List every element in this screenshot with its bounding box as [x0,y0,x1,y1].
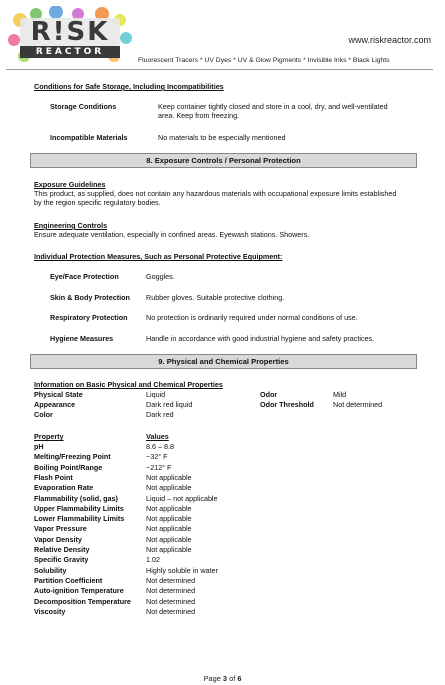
basic-properties-heading: Information on Basic Physical and Chemical Properties [34,380,223,389]
property-label: Boiling Point/Range [34,462,103,472]
property-value: Not applicable [146,472,192,482]
property-column-header: Property [34,432,64,441]
ppe-heading: Individual Protection Measures, Such as Personal Protective Equipment: [34,252,283,261]
skin-body-label: Skin & Body Protection [50,293,130,302]
property-value: ~32° F [146,452,168,462]
property-label: Viscosity [34,606,66,616]
skin-body-value: Rubber gloves. Suitable protective clothing. [146,293,285,302]
values-column-header: Values [146,432,169,441]
property-value: Not determined [146,575,196,585]
property-label: Vapor Pressure [34,524,87,534]
property-label: Specific Gravity [34,555,89,565]
page-number [0,674,445,683]
property-value: Not applicable [146,483,192,493]
color-label: Color [34,410,53,419]
storage-conditions-label: Storage Conditions [50,102,117,111]
odor-threshold-label: Odor Threshold [260,400,314,409]
hygiene-label: Hygiene Measures [50,334,114,343]
color-value: Dark red [146,410,174,419]
storage-heading: Conditions for Safe Storage, Including Incompatibilities [34,82,224,91]
property-value: Liquid – not applicable [146,493,218,503]
property-label: Partition Coefficient [34,575,103,585]
property-value: Highly soluble in water [146,565,218,575]
property-label: Upper Flammability Limits [34,503,124,513]
property-value: 1.02 [146,555,160,565]
respiratory-value: No protection is ordinarily required under normal conditions of use. [146,313,358,322]
odor-value: Mild [333,390,347,399]
property-value: Not applicable [146,503,192,513]
risk-reactor-logo [6,6,134,66]
hygiene-value: Handle in accordance with good industrial hygiene and safety practices. [146,334,375,343]
page-total: 6 [237,674,242,683]
engineering-controls-text: Ensure adequate ventilation, especially in confined areas. Eyewash stations. Showers. [34,230,310,239]
incompatible-materials-value: No materials to be especially mentioned [158,133,286,142]
page-of: of [229,674,236,683]
property-value: Not applicable [146,524,192,534]
property-value: 8.6 – 8.8 [146,442,174,451]
exposure-guidelines-text: This product, as supplied, does not contain any hazardous materials with occupational exposure limits established by the region specific regulatory bodies. [34,189,397,207]
physical-state-label: Physical State [34,390,83,399]
incompatible-materials-label: Incompatible Materials [50,133,128,142]
property-value: Not determined [146,606,196,616]
property-value: Not applicable [146,514,192,524]
header-divider [6,69,433,70]
property-value: Not determined [146,586,196,596]
page-prefix: Page [203,674,221,683]
section-9-header: 9. Physical and Chemical Properties [30,354,417,369]
appearance-value: Dark red liquid [146,400,193,409]
property-label: Relative Density [34,545,90,554]
logo-text-bottom: REACTOR [35,47,105,57]
property-value: Not determined [146,596,196,606]
eye-face-value: Goggles. [146,272,175,281]
section-8-header: 8. Exposure Controls / Personal Protection [30,153,417,168]
appearance-label: Appearance [34,400,76,409]
odor-threshold-value: Not determined [333,400,383,409]
storage-conditions-value: Keep container tightly closed and store in a cool, dry, and well-ventilated area. Keep from freezing. [158,102,388,120]
property-label: Flash Point [34,472,73,482]
property-label: Flammability (solid, gas) [34,493,118,503]
property-label: Auto-ignition Temperature [34,586,124,596]
page-current: 3 [222,674,228,683]
property-label: Evaporation Rate [34,483,94,493]
respiratory-label: Respiratory Protection [50,313,128,322]
logo-text-top: R!SK [30,17,110,47]
property-label: pH [34,442,44,451]
property-value: Not applicable [146,545,192,554]
exposure-guidelines-heading: Exposure Guidelines [34,180,106,189]
property-value: Not applicable [146,534,192,544]
property-label: Lower Flammability Limits [34,514,125,524]
property-label: Decomposition Temperature [34,596,131,606]
tagline: Fluorescent Tracers * UV Dyes * UV & Glow Pigments * Invisible Inks * Black Lights [138,57,390,64]
eye-face-label: Eye/Face Protection [50,272,119,281]
physical-state-value: Liquid [146,390,166,399]
property-label: Solubility [34,565,67,575]
property-label: Melting/Freezing Point [34,452,111,462]
property-label: Vapor Density [34,534,82,544]
engineering-controls-heading: Engineering Controls [34,221,108,230]
odor-label: Odor [260,390,278,399]
property-value: ~212° F [146,462,172,472]
website-link[interactable]: www.riskreactor.com [348,35,431,45]
